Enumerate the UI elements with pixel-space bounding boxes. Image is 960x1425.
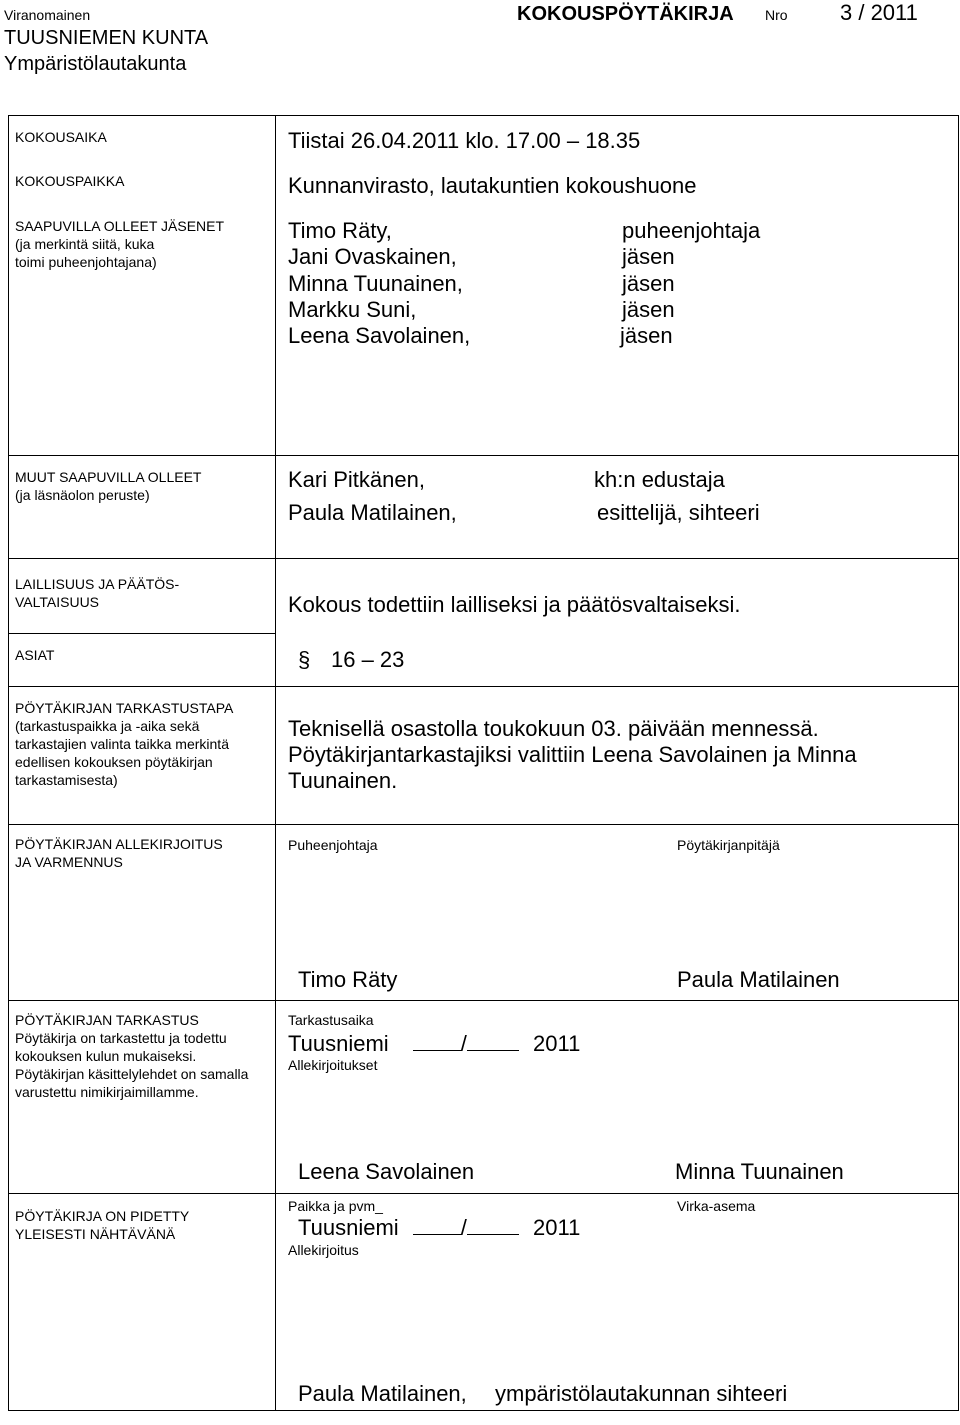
members-label [15, 217, 224, 271]
other-name: Kari Pitkänen, [288, 467, 425, 492]
member-role: puheenjohtaja [622, 218, 761, 243]
document-type: KOKOUSPÖYTÄKIRJA [517, 3, 734, 25]
number-label: Nro [765, 7, 788, 23]
section-symbol: § [298, 647, 311, 672]
member-name: Jani Ovaskainen, [288, 244, 457, 269]
member-name: Leena Savolainen, [288, 323, 471, 348]
members-label-line: (ja merkintä siitä, kuka [15, 236, 155, 252]
inspector-2-name: Minna Tuunainen [675, 1159, 844, 1184]
inspection-label-line: kokouksen kulun mukaiseksi. [15, 1048, 197, 1064]
row-divider-items [8, 686, 958, 687]
month-blank [467, 1030, 519, 1051]
other-role: kh:n edustaja [594, 467, 725, 492]
members-label-line: toimi puheenjohtajana) [15, 254, 157, 270]
secretary-label: Pöytäkirjanpitäjä [677, 837, 780, 853]
member-role: jäsen [622, 271, 675, 296]
table-top-border [8, 115, 958, 116]
review-method-label-line: edellisen kokouksen pöytäkirjan [15, 754, 213, 770]
table-left-border [8, 115, 9, 1411]
column-divider [275, 115, 276, 1411]
date-slash: / [460, 1215, 467, 1240]
row-divider-review [8, 824, 958, 825]
member-role: jäsen [622, 297, 675, 322]
row-divider-signing [8, 1000, 958, 1001]
day-blank [413, 1214, 461, 1235]
meeting-place-value: Kunnanvirasto, lautakuntien kokoushuone [288, 173, 697, 198]
inspection-label-line: varustettu nimikirjaimillamme. [15, 1084, 199, 1100]
inspection-label-line: Pöytäkirjan käsittelylehdet on samalla [15, 1066, 249, 1082]
public-place: Tuusniemi [298, 1215, 399, 1240]
signature-label: Allekirjoitus [288, 1242, 359, 1258]
meeting-place-label: KOKOUSPAIKKA [15, 173, 125, 189]
others-label [15, 468, 201, 504]
review-method-label-line: tarkastamisesta) [15, 772, 118, 788]
signatures-label: Allekirjoitukset [288, 1057, 378, 1073]
member-name: Minna Tuunainen, [288, 271, 463, 296]
number-value: 3 / 2011 [840, 0, 918, 25]
member-name: Markku Suni, [288, 297, 417, 322]
board-name: Ympäristölautakunta [4, 53, 187, 75]
month-blank [467, 1214, 519, 1235]
other-role: esittelijä, sihteeri [597, 500, 760, 525]
items-label: ASIAT [15, 647, 55, 663]
legality-label [15, 575, 179, 611]
others-label-line: MUUT SAAPUVILLA OLLEET [15, 469, 202, 485]
items-value: 16 – 23 [331, 647, 405, 672]
date-slash: / [460, 1031, 467, 1056]
row-divider-inspection [8, 1193, 958, 1194]
inspection-date-line [288, 1030, 580, 1057]
member-name: Timo Räty, [288, 218, 392, 243]
municipality-name: TUUSNIEMEN KUNTA [4, 27, 209, 49]
legality-value: Kokous todettiin lailliseksi ja päätösvaltaiseksi. [288, 592, 741, 617]
review-method-line: Pöytäkirjantarkastajiksi valittiin Leena Savolainen ja Minna [288, 742, 857, 767]
legality-label-line: VALTAISUUS [15, 594, 100, 610]
public-date-line [298, 1214, 580, 1241]
public-signer-name: Paula Matilainen, [298, 1381, 467, 1406]
inspection-year: 2011 [533, 1031, 581, 1056]
day-blank [413, 1030, 461, 1051]
inspection-label-line: Pöytäkirja on tarkastettu ja todettu [15, 1030, 227, 1046]
inspection-time-label: Tarkastusaika [288, 1012, 374, 1028]
review-method-label-line: PÖYTÄKIRJAN TARKASTUSTAPA [15, 700, 234, 716]
signing-label [15, 835, 223, 871]
other-name: Paula Matilainen, [288, 500, 457, 525]
meeting-time-value: Tiistai 26.04.2011 klo. 17.00 – 18.35 [288, 128, 641, 153]
review-method-line: Tuunainen. [288, 768, 398, 793]
place-date-label: Paikka ja pvm_ [288, 1198, 383, 1214]
member-role: jäsen [620, 323, 673, 348]
others-label-line: (ja läsnäolon peruste) [15, 487, 150, 503]
review-method-value [288, 716, 857, 794]
inspection-label [15, 1011, 248, 1101]
chair-label: Puheenjohtaja [288, 837, 378, 853]
public-signer-role: ympäristölautakunnan sihteeri [495, 1381, 788, 1406]
inspector-1-name: Leena Savolainen [298, 1159, 475, 1184]
public-label-line: YLEISESTI NÄHTÄVÄNÄ [15, 1226, 176, 1242]
members-label-line: SAAPUVILLA OLLEET JÄSENET [15, 218, 225, 234]
table-bottom-border [8, 1410, 958, 1411]
signing-label-line: JA VARMENNUS [15, 854, 123, 870]
table-right-border [958, 115, 959, 1411]
authority-label: Viranomainen [4, 7, 91, 23]
position-label: Virka-asema [677, 1198, 756, 1214]
inspection-place: Tuusniemi [288, 1031, 389, 1056]
review-method-label [15, 699, 233, 789]
public-year: 2011 [533, 1215, 581, 1240]
signing-label-line: PÖYTÄKIRJAN ALLEKIRJOITUS [15, 836, 223, 852]
row-divider-legality [8, 633, 275, 634]
public-label [15, 1207, 189, 1243]
review-method-line: Teknisellä osastolla toukokuun 03. päivään mennessä. [288, 716, 819, 741]
member-role: jäsen [622, 244, 675, 269]
public-label-line: PÖYTÄKIRJA ON PIDETTY [15, 1208, 190, 1224]
secretary-signature-name: Paula Matilainen [677, 967, 840, 992]
meeting-time-label: KOKOUSAIKA [15, 129, 107, 145]
row-divider-others [8, 558, 958, 559]
review-method-label-line: tarkastajien valinta taikka merkintä [15, 736, 229, 752]
review-method-label-line: (tarkastuspaikka ja -aika sekä [15, 718, 200, 734]
chair-signature-name: Timo Räty [298, 967, 398, 992]
legality-label-line: LAILLISUUS JA PÄÄTÖS- [15, 576, 180, 592]
row-divider-members [8, 455, 958, 456]
inspection-label-line: PÖYTÄKIRJAN TARKASTUS [15, 1012, 199, 1028]
